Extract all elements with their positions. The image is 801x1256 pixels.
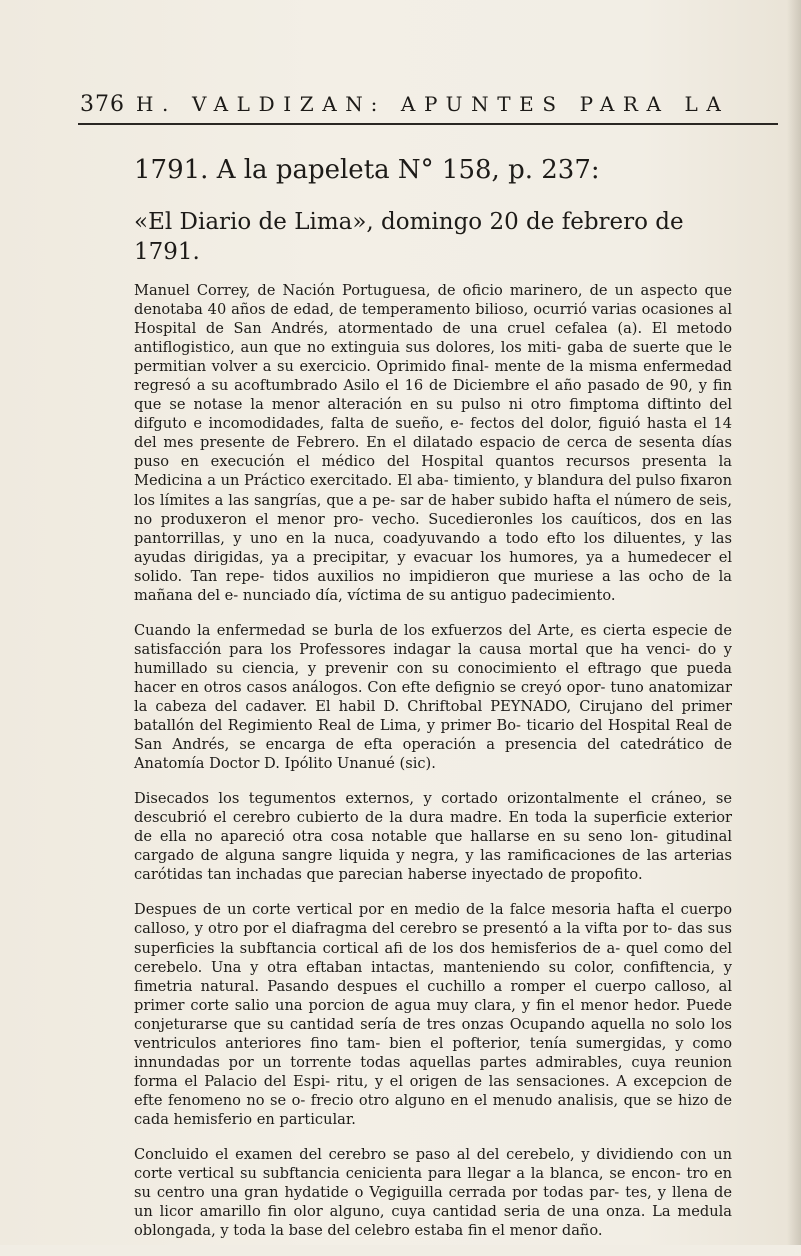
paragraph: Manuel Correy, de Nación Portuguesa, de oficio marinero, de un aspecto que denotaba 40 años de edad, de temperamento bilioso, ocurrió varias ocasiones al Hospital de San Andrés, atormentado de una cruel cefalea (a). El metodo antiflogistico, aun que no extinguia sus dolores, los miti- gaba de suerte que le permitian volver a su exercicio. Oprimido final- mente de la misma enfermedad regresó a su acoftumbrado Asilo el 16 de Diciembre el año pasado de 90, y fin que se notase la menor alteración en su pulso ni otro fimptoma diftinto del difguto e incomodidades, falta de sueño, e- fectos del dolor, figuió hasta el 14 del mes presente de Febrero. En el dilatado espacio de cerca de sesenta días puso en execución el médico del Hospital quantos recursos presenta la Medicina a un Práctico exercitado. El aba- timiento, y blandura del pulso fixaron los límites a las sangrías, que a pe- sar de haber subido hafta el número de seis, no produxeron el menor pro- vecho. Sucedieronles los cauíticos, dos en las pantorrillas, y uno en la nuca, coadyuvando a todo efto los diluentes, y las ayudas dirigidas, ya a precipitar, y evacuar los humores, ya a humedecer el solido. Tan repe- tidos auxilios no impidieron que muriese a las ocho de la mañana del e- nunciado día, víctima de su antiguo padecimiento. [134,282,732,604]
paragraph: Despues de un corte vertical por en medio de la falce mesoria hafta el cuerpo calloso, y otro por el diafragma del cerebro se presentó a la vifta por to- das sus superficies la subftancia cortical afi de los dos hemisferios de a- quel como del cerebelo. Una y otra eftaban intactas, manteniendo su color, confiftencia, y fimetria natural. Pasando despues el cuchillo a romper el cuerpo calloso, al primer corte salio una porcion de agua muy clara, y fin el menor hedor. Puede conjeturarse que su cantidad sería de tres onzas Ocupando aquella no solo los ventriculos anteriores fino tam- bien el pofterior, tenía sumergidas, y como innundadas por un torrente todas aquellas partes admirables, cuya reunion forma el Palacio del Espi- ritu, y el origen de las sensaciones. A excepcion de efte fenomeno no se o- frecio otro alguno en el menudo analisis, que se hizo de cada hemisferio en particular. [134,901,732,1128]
section-title: 1791. A la papeleta N° 158, p. 237: [134,155,600,185]
header-rule [78,123,778,125]
paragraph: Disecados los tegumentos externos, y cortado orizontalmente el cráneo, se descubrió el cerebro cubierto de la dura madre. En toda la superficie exterior de ella no apareció otra cosa notable que hallarse en su seno lon- gitudinal cargado de alguna sangre liquida y negra, y las ramificaciones de las arterias carótidas tan inchadas que parecian haberse inyectado de propofito. [134,790,732,884]
paragraph: Cuando la enfermedad se burla de los exfuerzos del Arte, es cierta especie de satisfacción para los Professores indagar la causa mortal que ha venci- do y humillado su ciencia, y prevenir con su conocimiento el eftrago que pueda hacer en otros casos análogos. Con efte defignio se creyó opor- tuno anatomizar la cabeza del cadaver. El habil D. Chriftobal PEYNADO, Cirujano del primer batallón del Regimiento Real de Lima, y primer Bo- ticario del Hospital Real de San Andrés, se encarga de efta operación a presencia del catedrático de Anatomía Doctor D. Ipólito Unanué (sic). [134,621,732,773]
page-number: 376 [80,92,125,117]
section-subtitle: «El Diario de Lima», domingo 20 de febrero de 1791. [134,209,684,265]
paragraph: Concluido el examen del cerebro se paso al del cerebelo, y dividiendo con un corte vertical su subftancia cenicienta para llegar a la blanca, se encon- tro en su centro una gran hydatide o Vegiguilla cerrada por todas par- tes, y llena de un licor amarillo fin olor alguno, cuya cantidad seria de una onza. La medula oblongada, y toda la base del celebro estaba fin el menor daño. [134,1145,732,1240]
page-edge-shadow [787,0,801,1245]
running-head: H. VALDIZAN: APUNTES PARA LA [136,92,730,116]
body-text [134,281,732,1256]
